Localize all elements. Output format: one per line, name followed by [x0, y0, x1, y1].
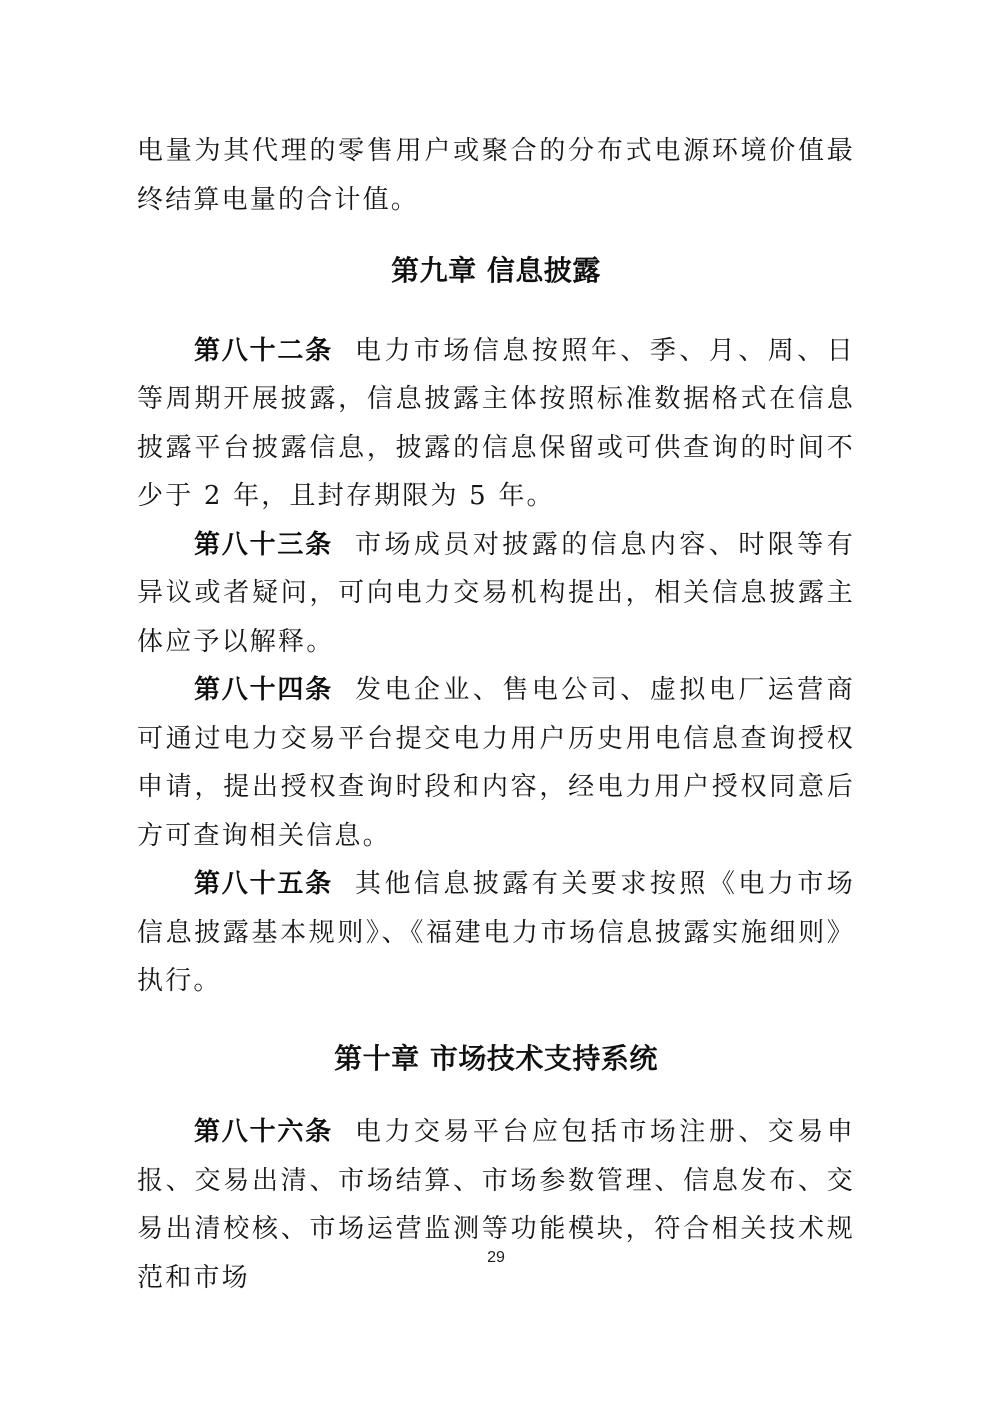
page-number: 29 [487, 1249, 505, 1266]
article-85 [137, 860, 855, 1006]
article-84-text: 发电企业、售电公司、虚拟电厂运营商可通过电力交易平台提交电力用户历史用电信息查询授权申请，提出授权查询时段和内容，经电力用户授权同意后方可查询相关信息。 [137, 675, 855, 851]
article-86 [137, 1108, 855, 1302]
article-82 [137, 327, 855, 521]
article-84-number: 第八十四条 [194, 675, 333, 705]
chapter-heading-10: 第十章 市场技术支持系统 [334, 1041, 658, 1075]
article-86-text: 电力交易平台应包括市场注册、交易申报、交易出清、市场结算、市场参数管理、信息发布、交易出清校核、市场运营监测等功能模块，符合相关技术规范和市场 [137, 1117, 855, 1293]
article-85-number: 第八十五条 [194, 869, 333, 899]
article-83 [137, 521, 855, 667]
article-83-number: 第八十三条 [194, 529, 333, 560]
article-85-text: 其他信息披露有关要求按照《电力市场信息披露基本规则》、《福建电力市场信息披露实施细则》执行。 [137, 869, 855, 996]
paragraph-continuation: 电量为其代理的零售用户或聚合的分布式电源环境价值最终结算电量的合计值。 [137, 136, 855, 215]
article-82-number: 第八十二条 [194, 335, 333, 366]
chapter-heading-9: 第九章 信息披露 [391, 254, 601, 287]
article-86-number: 第八十六条 [194, 1117, 333, 1147]
article-82-text: 电力市场信息按照年、季、月、周、日等周期开展披露，信息披露主体按照标准数据格式在信息披露平台披露信息，披露的信息保留或可供查询的时间不少于 2 年，且封存期限为 5 年。 [137, 335, 855, 511]
article-84 [137, 666, 855, 860]
article-83-text: 市场成员对披露的信息内容、时限等有异议或者疑问，可向电力交易机构提出，相关信息披露主体应予以解释。 [137, 529, 855, 657]
